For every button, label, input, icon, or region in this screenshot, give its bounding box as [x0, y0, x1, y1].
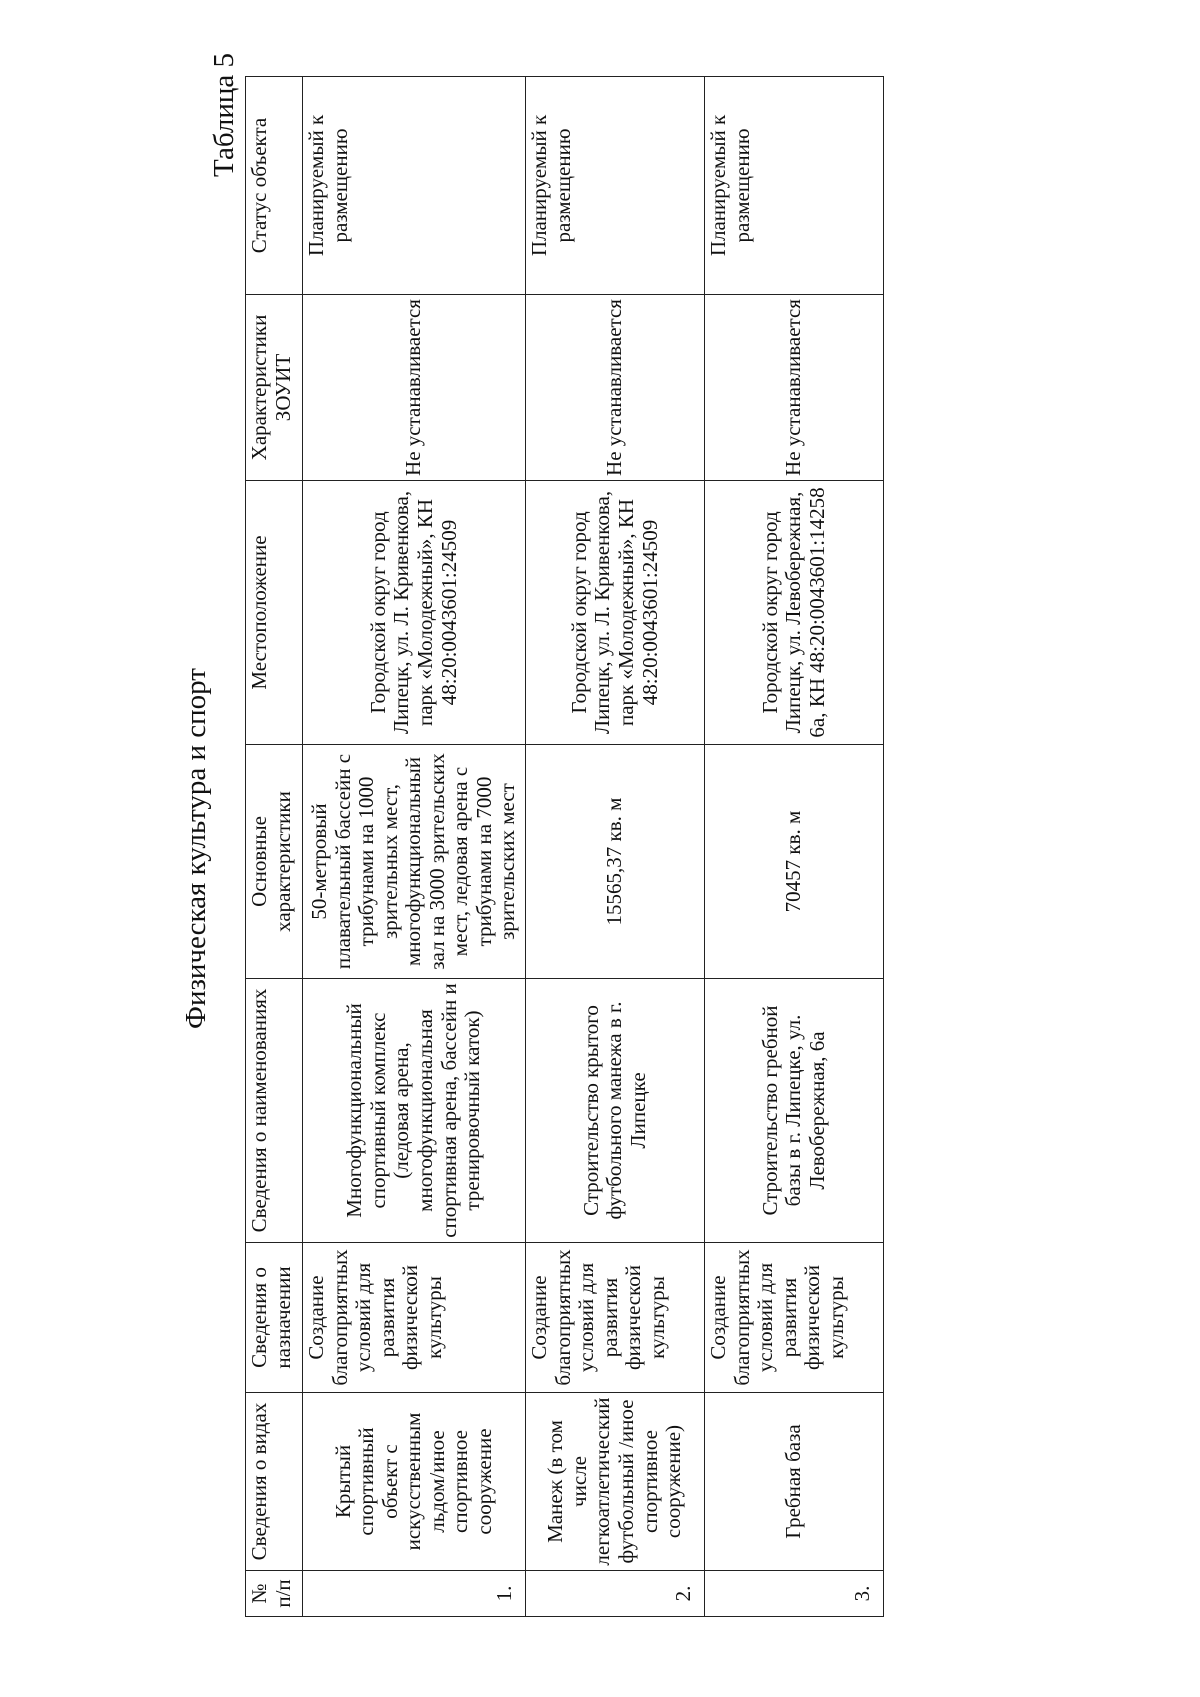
name-cell: Многофункциональный спортивный комплекс (ледовая арена, многофункциональная спортивная арена, бассейн и тренировочный каток)	[303, 979, 526, 1243]
column-header-zouit: Характеристики ЗОУИТ	[246, 295, 303, 481]
characteristics-cell: 15565,37 кв. м	[526, 745, 705, 979]
purpose-cell: Создание благоприятных условий для развития физической культуры	[705, 1243, 884, 1393]
row-number: 3.	[705, 1571, 884, 1617]
column-header-location: Местоположение	[246, 481, 303, 745]
zouit-cell: Не устанавливается	[705, 295, 884, 481]
status-cell: Планируемый к размещению	[705, 77, 884, 295]
table-row	[705, 77, 884, 1617]
kind-cell: Гребная база	[705, 1393, 884, 1571]
row-number: 2.	[526, 1571, 705, 1617]
characteristics-cell: 70457 кв. м	[705, 745, 884, 979]
status-cell: Планируемый к размещению	[526, 77, 705, 295]
column-header-characteristics: Основные характеристики	[246, 745, 303, 979]
table-header-row	[246, 77, 303, 1617]
column-header-purpose: Сведения о назначении	[246, 1243, 303, 1393]
characteristics-cell: 50-метровый плавательный бассейн с трибунами на 1000 зрительных мест, многофункциональный зал на 3000 зрительских мест, ледовая арена с трибунами на 7000 зрительских мест	[303, 745, 526, 979]
zouit-cell: Не устанавливается	[303, 295, 526, 481]
purpose-cell: Создание благоприятных условий для развития физической культуры	[526, 1243, 705, 1393]
location-cell: Городской округ город Липецк, ул. Л. Кривенкова, парк «Молодежный», КН 48:20:0043601:24509	[526, 481, 705, 745]
column-header-name: Сведения о наименованиях	[246, 979, 303, 1243]
location-cell: Городской округ город Липецк, ул. Левобережная, 6а, КН 48:20:0043601:14258	[705, 481, 884, 745]
purpose-cell: Создание благоприятных условий для развития физической культуры	[303, 1243, 526, 1393]
column-header-kind: Сведения о видах	[246, 1393, 303, 1571]
name-cell: Строительство гребной базы в г. Липецке, ул. Левобережная, 6а	[705, 979, 884, 1243]
objects-table	[245, 76, 884, 1617]
column-header-number: № п/п	[246, 1571, 303, 1617]
kind-cell: Крытый спортивный объект с искусственным льдом/иное спортивное сооружение	[303, 1393, 526, 1571]
kind-cell: Манеж (в том числе легкоатлетический футбольный /иное спортивное сооружение)	[526, 1393, 705, 1571]
table-label: Таблица 5	[208, 52, 240, 177]
section-title: Физическая культура и спорт	[180, 668, 212, 1029]
zouit-cell: Не устанавливается	[526, 295, 705, 481]
name-cell: Строительство крытого футбольного манежа в г. Липецке	[526, 979, 705, 1243]
location-cell: Городской округ город Липецк, ул. Л. Кривенкова, парк «Молодежный», КН 48:20:0043601:24509	[303, 481, 526, 745]
status-cell: Планируемый к размещению	[303, 77, 526, 295]
column-header-status: Статус объекта	[246, 77, 303, 295]
row-number: 1.	[303, 1571, 526, 1617]
table-row	[303, 77, 526, 1617]
table-row	[526, 77, 705, 1617]
